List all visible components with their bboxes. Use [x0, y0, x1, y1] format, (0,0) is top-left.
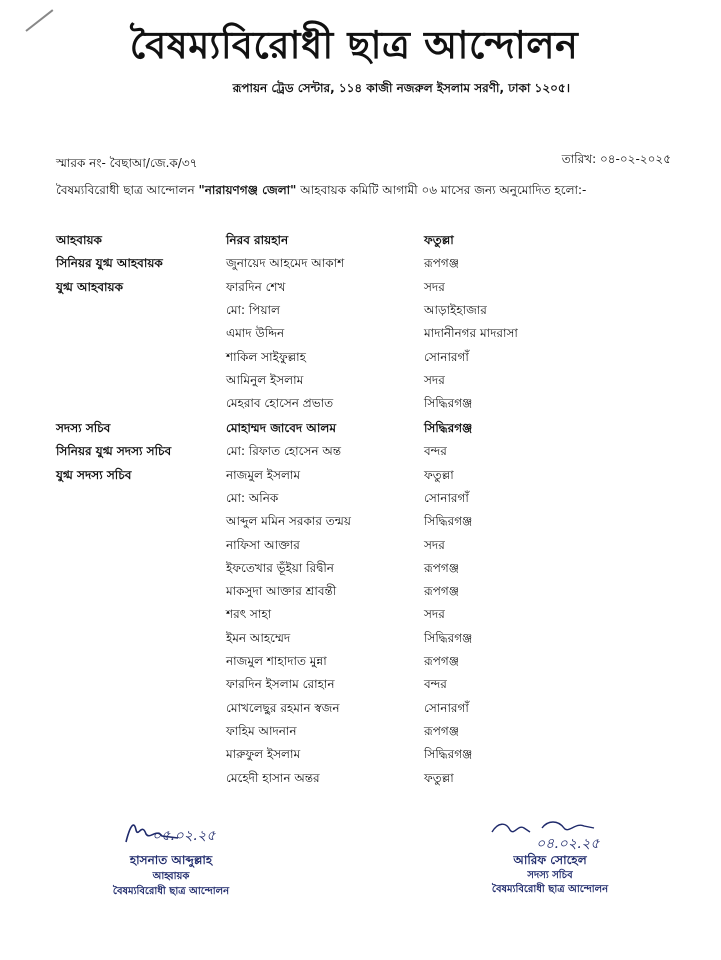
member-name: মোহাম্মদ জাবেদ আলম — [226, 421, 336, 435]
member-area: বন্দর — [424, 444, 447, 459]
intro-district: "নারায়ণগঞ্জ জেলা" — [198, 183, 297, 197]
signature-date-left: ০৫.০২.২৫ — [152, 828, 216, 844]
member-area: সদর — [424, 372, 445, 387]
member-row — [0, 255, 721, 277]
member-row — [0, 746, 721, 768]
intro-before: বৈষম্যবিরোধী ছাত্র আন্দোলন — [56, 183, 199, 197]
member-area: ফতুল্লা — [424, 467, 454, 482]
member-role: যুগ্ম সদস্য সচিব — [56, 467, 132, 482]
member-name: ফারদিন শেখ — [226, 279, 286, 294]
member-area: সোনারগাঁ — [424, 490, 469, 505]
member-area: রূপগঞ্জ — [424, 654, 460, 668]
member-role: সিনিয়র যুগ্ম আহবায়ক — [56, 256, 163, 271]
member-name: মো: অনিক — [226, 490, 279, 505]
member-name: শাকিল সাইফুল্লাহ — [226, 349, 306, 364]
member-role: সদস্য সচিব — [56, 421, 111, 435]
member-name: আমিনুল ইসলাম — [226, 372, 304, 387]
signature-date-right: ০৪.০২.২৫ — [536, 836, 600, 852]
signatory-name-right: আরিফ সোহেল — [513, 853, 587, 867]
member-row — [0, 513, 721, 535]
member-name: মো: রিফাত হোসেন অন্ত — [226, 444, 342, 459]
member-area: আড়াইহাজার — [424, 302, 487, 317]
member-area: সোনারগাঁ — [424, 349, 469, 364]
member-area: ফতুল্লা — [424, 770, 454, 785]
member-row — [0, 443, 721, 465]
memo-number: স্মারক নং- বৈছাআ/জে.ক/৩৭ — [56, 156, 198, 170]
member-name: নিরব রায়হান — [226, 233, 289, 247]
member-area: সদর — [424, 537, 445, 552]
member-area: বন্দর — [424, 677, 447, 692]
intro-after: আহবায়ক কমিটি আগামী ০৬ মাসের জন্য অনুমোদিত হলো:- — [296, 183, 587, 197]
member-row — [0, 279, 721, 301]
member-row — [0, 325, 721, 347]
member-name: মেহেদী হাসান অন্তর — [226, 770, 320, 785]
member-row — [0, 420, 721, 442]
member-name: ফারদিন ইসলাম রোহান — [226, 677, 335, 692]
member-area: রূপগঞ্জ — [424, 723, 460, 738]
member-name: ইমন আহম্মেদ — [226, 630, 291, 645]
member-row — [0, 583, 721, 605]
member-row — [0, 606, 721, 628]
member-area: রূপগঞ্জ — [424, 256, 460, 271]
member-row — [0, 490, 721, 512]
member-row — [0, 302, 721, 324]
member-name: আব্দুল মমিন সরকার তন্ময় — [226, 514, 351, 529]
member-area: সিদ্ধিরগঞ্জ — [424, 747, 473, 762]
signatory-org-left: বৈষম্যবিরোধী ছাত্র আন্দোলন — [112, 886, 230, 897]
intro-statement — [56, 182, 586, 202]
member-row — [0, 537, 721, 559]
organization-address: রূপায়ন ট্রেড সেন্টার, ১১৪ কাজী নজরুল ইসলাম সরণী, ঢাকা ১২০৫। — [232, 81, 570, 95]
member-area: সদর — [424, 279, 445, 294]
document-date: তারিখ: ০৪-০২-২০২৫ — [561, 152, 671, 166]
member-row — [0, 630, 721, 652]
member-area: ফতুল্লা — [424, 233, 454, 247]
member-row — [0, 653, 721, 675]
organization-title: বৈষম্যবিরোধী ছাত্র আন্দোলন — [129, 23, 579, 67]
member-area: মাদানীনগর মাদরাসা — [424, 326, 518, 341]
member-row — [0, 349, 721, 371]
signatory-org-right: বৈষম্যবিরোধী ছাত্র আন্দোলন — [491, 884, 609, 895]
member-name: শরৎ সাহা — [226, 607, 272, 622]
member-area: সোনারগাঁ — [424, 700, 469, 715]
pen-mark — [25, 9, 53, 32]
member-name: মারুফুল ইসলাম — [226, 747, 301, 762]
member-name: ইফতেখার ভূঁইয়া রিদ্বীন — [226, 560, 334, 575]
member-name: নাজমুল শাহাদাত মুন্না — [226, 654, 327, 668]
member-name: এমাদ উদ্দিন — [226, 326, 285, 341]
member-name: মোখলেছুর রহমান স্বজন — [226, 700, 340, 715]
member-area: রূপগঞ্জ — [424, 560, 460, 575]
member-row — [0, 770, 721, 792]
member-name: মেহরাব হোসেন প্রভাত — [226, 396, 334, 411]
member-row — [0, 467, 721, 489]
member-role: সিনিয়র যুগ্ম সদস্য সচিব — [56, 444, 172, 459]
signatory-name-left: হাসনাত আব্দুল্লাহ — [129, 853, 213, 867]
member-name: জুনায়েদ আহমেদ আকাশ — [226, 256, 345, 271]
member-row — [0, 723, 721, 745]
member-row — [0, 372, 721, 394]
member-row — [0, 395, 721, 417]
member-row — [0, 700, 721, 722]
signature-block-right — [470, 812, 630, 902]
member-area: সদর — [424, 607, 445, 622]
member-name: ফাহিম আদনান — [226, 723, 297, 738]
member-area: রূপগঞ্জ — [424, 584, 460, 599]
member-row — [0, 560, 721, 582]
member-name: মাকসুদা আক্তার শ্রাবন্তী — [226, 584, 337, 599]
member-area: সিদ্ধিরগঞ্জ — [424, 630, 473, 645]
member-area: সিদ্ধিরগঞ্জ — [424, 514, 473, 529]
member-role: যুগ্ম আহবায়ক — [56, 279, 123, 294]
member-name: নাফিসা আক্তার — [226, 537, 300, 552]
signatory-role-right: সদস্য সচিব — [527, 870, 573, 881]
signature-block-left — [86, 812, 256, 902]
member-row — [0, 676, 721, 698]
member-name: নাজমুল ইসলাম — [226, 467, 301, 482]
member-area: সিদ্ধিরগঞ্জ — [424, 396, 473, 411]
signatory-role-left: আহ্বায়ক — [152, 871, 190, 882]
member-row — [0, 232, 721, 254]
member-role: আহবায়ক — [56, 233, 102, 247]
member-area: সিদ্ধিরগঞ্জ — [424, 421, 473, 435]
member-name: মো: পিয়াল — [226, 302, 280, 317]
